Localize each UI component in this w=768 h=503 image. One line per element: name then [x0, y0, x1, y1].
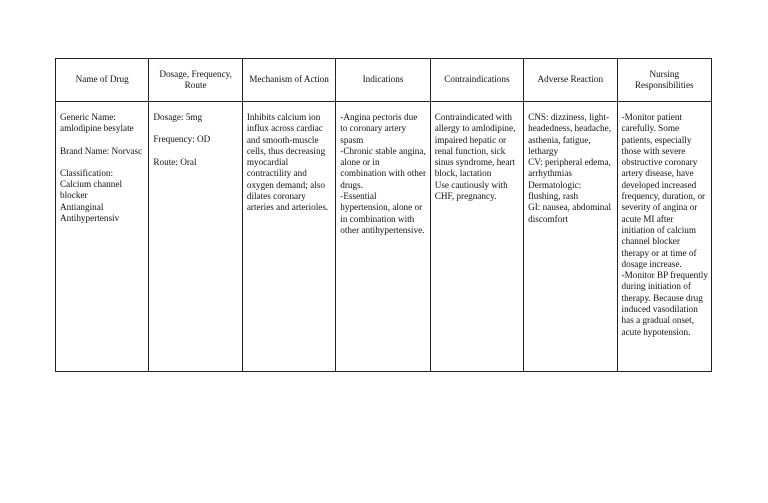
- indication-item: -Angina pectoris due to coronary artery spasm: [340, 112, 418, 145]
- generic-name: Generic Name: amlodipine besylate: [60, 112, 134, 134]
- cell-dosage: [149, 102, 242, 372]
- adverse-item: Dermatologic: flushing, rash: [528, 179, 582, 202]
- adverse-item: CV: peripheral edema, arrhythmias: [528, 157, 611, 179]
- cell-mechanism: [242, 102, 335, 372]
- cell-name-of-drug: [56, 102, 149, 372]
- cell-contraindications: [430, 102, 523, 372]
- header-name-of-drug: Name of Drug: [56, 59, 149, 102]
- header-mechanism: Mechanism of Action: [242, 59, 335, 102]
- indication-item: -Chronic stable angina, alone or in combination with other drugs.: [340, 145, 426, 190]
- header-adverse-reaction: Adverse Reaction: [524, 59, 617, 102]
- table-row: [56, 102, 712, 372]
- classification-label: Classification:: [60, 167, 114, 178]
- cell-nursing-responsibilities: [617, 102, 711, 372]
- classification-item: Calcium channel blocker: [60, 179, 122, 201]
- header-nursing-responsibilities: Nursing Responsibilities: [617, 59, 711, 102]
- contraindication-item: Contraindicated with allergy to amlodipine, impaired hepatic or renal function, sick sinus syndrome, heart block, lactation: [434, 112, 516, 179]
- classification-item: Antihypertensiv: [60, 213, 120, 224]
- cell-indications: [336, 102, 430, 372]
- classification-item: Antianginal: [60, 201, 104, 212]
- drug-study-table: [55, 58, 712, 372]
- contraindication-item: Use cautiously with CHF, pregnancy.: [434, 179, 508, 202]
- header-contraindications: Contraindications: [430, 59, 523, 102]
- cell-adverse-reaction: [524, 102, 617, 372]
- frequency-value: Frequency: OD: [153, 134, 211, 145]
- dosage-value: Dosage: 5mg: [153, 112, 203, 122]
- adverse-item: GI: nausea, abdominal discomfort: [528, 202, 612, 224]
- nursing-item: -Monitor patient carefully. Some patients, especially those with severe obstructive coronary artery disease, have developed increased frequency, duration, or severity of angina or acute MI after initiation of calcium channel blocker therapy or at time of dosage increase.: [621, 112, 706, 269]
- mechanism-text: Inhibits calcium ion influx across cardiac and smooth-muscle cells, thus decreasing myocardial contractility and oxygen demand; also dilates coronary arteries and arterioles.: [246, 112, 329, 213]
- route-value: Route: Oral: [153, 156, 197, 167]
- adverse-item: CNS: dizziness, light-headedness, headache, asthenia, fatigue, lethargy: [528, 112, 612, 156]
- brand-name: Brand Name: Norvasc: [60, 145, 143, 156]
- table-header-row: [56, 59, 712, 102]
- header-dosage: Dosage, Frequency, Route: [149, 59, 242, 102]
- indication-item: -Essential hypertension, alone or in combination with other antihypertensive.: [340, 191, 425, 235]
- nursing-item: -Monitor BP frequently during initiation of therapy. Because drug induced vasodilation has a gradual onset, acute hypotension.: [621, 270, 708, 337]
- header-indications: Indications: [336, 59, 430, 102]
